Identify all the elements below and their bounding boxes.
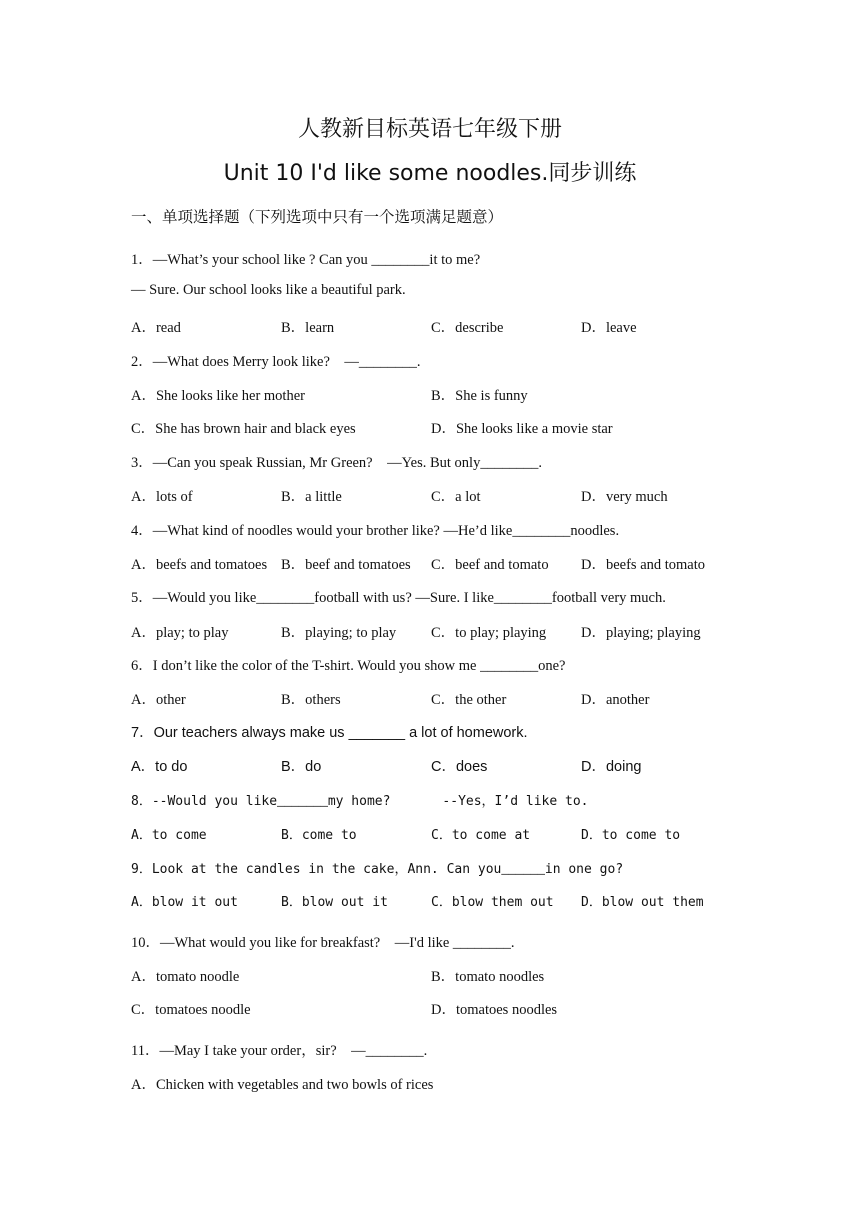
question-5-option-c: C．to play; playing — [431, 625, 547, 641]
question-8-stem — [131, 790, 588, 810]
question-7-stem: 7．Our teachers always make us _______ a lot of homework. — [131, 725, 528, 741]
question-6-option-c: C．the other — [431, 692, 507, 708]
question-9-stem-after: in one go? — [544, 862, 624, 877]
question-1-option-a: A．read — [131, 320, 181, 336]
question-6-option-a: A．other — [131, 692, 186, 708]
question-7-option-d: D．doing — [581, 759, 642, 775]
question-10-option-d: D．tomatoes noodles — [431, 1002, 558, 1018]
question-9-blank: ______ — [501, 861, 545, 877]
question-3-option-a: A．lots of — [131, 489, 193, 505]
question-3-option-d: D．very much — [581, 489, 668, 505]
question-11-option-a: A．Chicken with vegetables and two bowls of rices — [131, 1077, 434, 1093]
question-10-option-c: C．tomatoes noodle — [131, 1002, 251, 1018]
question-4-option-c: C．beef and tomato — [431, 557, 549, 573]
question-9-option-d: D．blow out them — [581, 895, 704, 910]
question-8-option-b: B．come to — [281, 828, 357, 843]
question-7-option-b: B．do — [281, 759, 322, 775]
question-8-stem-after: my home? --Yes，I’d like to. — [327, 794, 589, 809]
question-9-option-a: A．blow it out — [131, 895, 238, 910]
question-9-stem-before: 9．Look at the candles in the cake，Ann. Can you — [131, 862, 502, 877]
question-7-option-c: C．does — [431, 759, 488, 775]
question-3-option-c: C．a lot — [431, 489, 481, 505]
question-9-option-c: C．blow them out — [431, 895, 554, 910]
question-4-option-b: B．beef and tomatoes — [281, 557, 411, 573]
question-7-option-a: A．to do — [131, 759, 188, 775]
question-1-stem-reply: — Sure. Our school looks like a beautiful park. — [131, 282, 406, 298]
question-3-option-b: B．a little — [281, 489, 342, 505]
page-subtitle: Unit 10 I'd like some noodles.同步训练 — [223, 161, 637, 186]
question-8-blank: _______ — [277, 793, 328, 809]
question-10-option-a: A．tomato noodle — [131, 969, 240, 985]
section-heading: 一、单项选择题（下列选项中只有一个选项满足题意） — [131, 208, 504, 226]
question-10-stem: 10．—What would you like for breakfast? —I'd like ________. — [131, 935, 515, 951]
question-1-option-b: B．learn — [281, 320, 335, 336]
question-6-stem: 6．I don’t like the color of the T-shirt. Would you show me ________one? — [131, 658, 566, 674]
question-5-option-d: D．playing; playing — [581, 625, 701, 641]
question-11-stem: 11．—May I take your order，sir? —________. — [131, 1043, 428, 1059]
question-4-option-a: A．beefs and tomatoes — [131, 557, 268, 573]
question-9-option-b: B．blow out it — [281, 895, 388, 910]
question-1-option-c: C．describe — [431, 320, 504, 336]
question-2-option-d: D．She looks like a movie star — [431, 421, 613, 437]
question-8-option-c: C．to come at — [431, 828, 531, 843]
question-3-stem: 3．—Can you speak Russian, Mr Green? —Yes. But only________. — [131, 455, 542, 471]
question-2-option-b: B．She is funny — [431, 388, 528, 404]
question-8-option-d: D．to come to — [581, 828, 681, 843]
question-4-option-d: D．beefs and tomato — [581, 557, 706, 573]
question-1-stem: 1．—What’s your school like ? Can you ________it to me? — [131, 252, 481, 268]
question-5-option-b: B．playing; to play — [281, 625, 397, 641]
question-8-option-a: A．to come — [131, 828, 207, 843]
question-8-stem-before: 8．--Would you like — [131, 794, 278, 809]
question-6-option-d: D．another — [581, 692, 650, 708]
question-1-option-d: D．leave — [581, 320, 637, 336]
question-9-stem — [131, 858, 623, 878]
question-2-option-a: A．She looks like her mother — [131, 388, 305, 404]
question-5-stem: 5．—Would you like________football with us? —Sure. I like________football very much. — [131, 590, 666, 606]
question-5-option-a: A．play; to play — [131, 625, 229, 641]
question-2-option-c: C．She has brown hair and black eyes — [131, 421, 356, 437]
question-6-option-b: B．others — [281, 692, 341, 708]
question-10-option-b: B．tomato noodles — [431, 969, 545, 985]
question-2-stem: 2．—What does Merry look like? —________. — [131, 354, 421, 370]
page-title: 人教新目标英语七年级下册 — [297, 117, 562, 142]
question-4-stem: 4．—What kind of noodles would your brother like? —He’d like________noodles. — [131, 523, 620, 539]
